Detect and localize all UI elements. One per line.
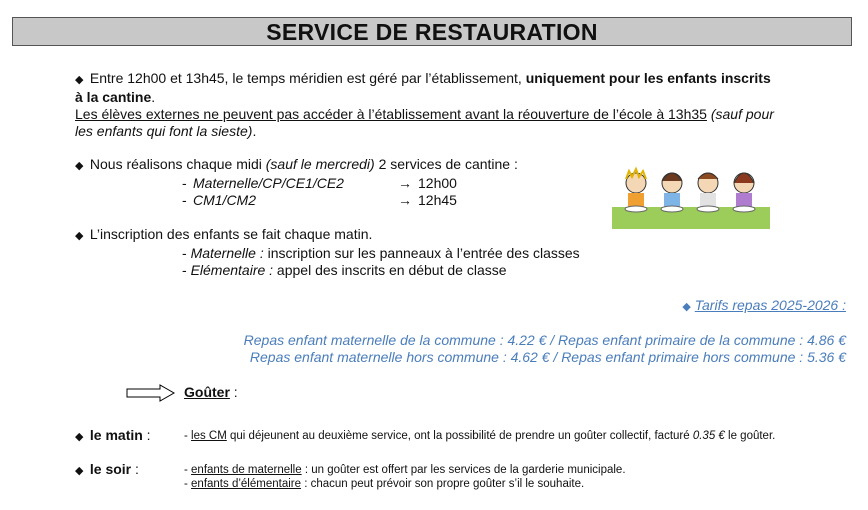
- soir-text: : chacun peut prévoir son propre goûter s’il le souhaite.: [301, 478, 585, 490]
- services-text: Nous réalisons chaque midi: [89, 156, 266, 172]
- tarif-line-2: Repas enfant maternelle hors commune : 4.62 € / Repas enfant primaire hors commune : 5.36 €: [249, 349, 846, 365]
- service-row: [75, 175, 595, 192]
- soir-text: : un goûter est offert par les services de la garderie municipale.: [301, 464, 626, 476]
- sieste-note: (sauf pour: [706, 106, 774, 122]
- intro-line-1: [75, 70, 850, 89]
- bullet-icon: ◆: [75, 431, 84, 443]
- arrow-right-icon: →: [398, 192, 412, 208]
- inscription-text: L’inscription des enfants se fait chaque matin.: [89, 226, 373, 242]
- dash: -: [182, 262, 191, 278]
- dash: -: [182, 175, 187, 191]
- intro-bold-text: uniquement pour les enfants inscrits: [525, 70, 771, 86]
- inscription-row: [75, 262, 775, 279]
- soir-label-text: le soir: [89, 461, 132, 477]
- services-intro: [75, 156, 595, 175]
- page-title-bar: [12, 17, 852, 46]
- matin-label: [75, 427, 151, 446]
- dash: -: [182, 192, 187, 208]
- soir-colon: :: [131, 461, 139, 477]
- service-time: 12h45: [418, 192, 457, 208]
- bullet-icon: ◆: [75, 230, 84, 242]
- inscription-label: Elémentaire :: [190, 262, 274, 278]
- gouter-heading: [184, 384, 238, 401]
- intro-text: Entre 12h00 et 13h45, le temps méridien est géré par l’établissement,: [89, 70, 526, 86]
- matin-text: qui déjeunent au deuxième service, ont la possibilité de prendre un goûter collectif, facturé: [226, 430, 693, 442]
- matin-text-end: le goûter.: [724, 430, 776, 442]
- dash: -: [184, 478, 192, 490]
- tarifs-heading: [682, 297, 846, 316]
- children-eating-icon: [612, 163, 770, 229]
- soir-group: enfants d’élémentaire: [191, 478, 301, 490]
- intro-period: .: [151, 89, 156, 105]
- children-lunch-illustration: [612, 163, 770, 229]
- dash: -: [184, 464, 192, 476]
- inscription-intro: [75, 226, 775, 245]
- intro-paragraph: [75, 70, 850, 140]
- gouter-arrow-icon: [126, 384, 176, 407]
- dash: -: [182, 245, 191, 261]
- matin-cm: les CM: [191, 430, 227, 442]
- intro-line-4: [75, 123, 850, 140]
- gouter-price: 0.35 €: [692, 430, 725, 442]
- gouter-label: Goûter: [184, 384, 230, 400]
- inscription-detail: inscription sur les panneaux à l’entrée des classes: [263, 245, 580, 261]
- services-text-end: 2 services de cantine :: [374, 156, 518, 172]
- inscription-detail: appel des inscrits en début de classe: [273, 262, 507, 278]
- tarifs-heading-text: Tarifs repas 2025-2026 :: [694, 297, 846, 313]
- intro-period-2: .: [252, 123, 257, 139]
- inscription-section: [75, 226, 775, 279]
- services-italic: (sauf le mercredi): [265, 156, 375, 172]
- intro-line-3: [75, 106, 850, 123]
- intro-bold-text-2: à la cantine: [75, 89, 152, 105]
- tarif-line-1: Repas enfant maternelle de la commune : 4.22 € / Repas enfant primaire de la commune : 4.86 €: [243, 332, 846, 348]
- bullet-icon: ◆: [682, 301, 691, 313]
- matin-detail: [184, 429, 775, 443]
- inscription-row: [75, 245, 775, 262]
- gouter-colon: :: [229, 384, 238, 400]
- service-label: CM1/CM2: [193, 192, 257, 208]
- service-label: Maternelle/CP/CE1/CE2: [193, 175, 344, 191]
- matin-label-text: le matin: [89, 427, 143, 443]
- sieste-note-2: les enfants qui font la sieste): [75, 123, 253, 139]
- page-title: SERVICE DE RESTAURATION: [266, 19, 598, 45]
- arrow-right-icon: →: [398, 175, 412, 191]
- bullet-icon: ◆: [75, 74, 84, 86]
- services-section: [75, 156, 595, 209]
- soir-row: [184, 477, 584, 491]
- service-row: [75, 192, 595, 209]
- inscription-label: Maternelle :: [190, 245, 264, 261]
- intro-line-2: [75, 89, 850, 106]
- externes-notice: Les élèves externes ne peuvent pas accéder à l’établissement avant la réouverture de l’école à 13h35: [75, 106, 707, 122]
- soir-group: enfants de maternelle: [191, 464, 302, 476]
- service-time: 12h00: [418, 175, 457, 191]
- bullet-icon: ◆: [75, 465, 84, 477]
- bullet-icon: ◆: [75, 160, 84, 172]
- matin-colon: :: [142, 427, 151, 443]
- soir-label: [75, 461, 139, 480]
- soir-row: [184, 463, 626, 477]
- dash: -: [184, 430, 192, 442]
